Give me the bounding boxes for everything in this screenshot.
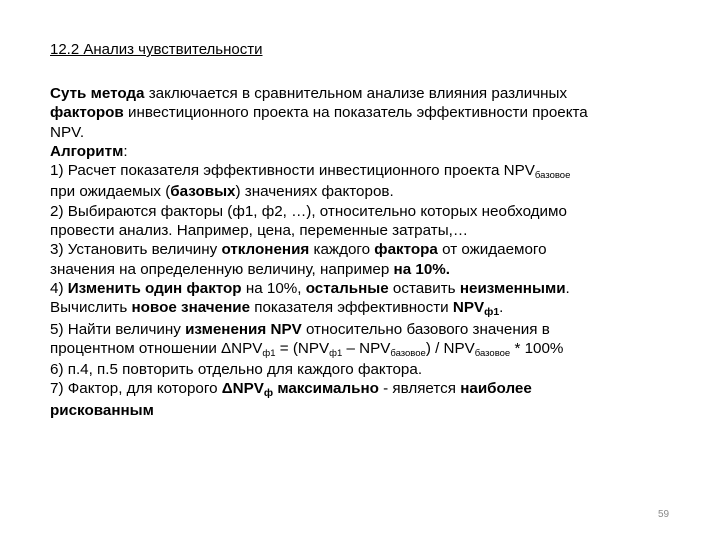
method-line-1: Суть метода заключается в сравнительном анализе влияния различных <box>50 85 568 102</box>
method-line-2: факторов инвестиционного проекта на показатель эффективности проекта <box>50 104 588 122</box>
algorithm-heading: Алгоритм: <box>50 142 128 160</box>
page-number: 59 <box>658 509 670 520</box>
method-line-3: NPV. <box>50 123 85 141</box>
step-6: 6) п.4, п.5 повторить отдельно для каждого фактора. <box>50 361 423 379</box>
step-4-line-2: Вычислить новое значение показателя эффективности NPVф1. <box>50 299 504 319</box>
step-5-line-2: процентном отношении ΔNPVф1 = (NPVф1 – NPVбазовое) / NPVбазовое * 100% <box>50 339 564 359</box>
step-1-line-1: 1) Расчет показателя эффективности инвестиционного проекта NPVбазовое <box>50 162 571 182</box>
step-2-line-2: провести анализ. Например, цена, переменные затраты,… <box>50 222 469 240</box>
step-2-line-1: 2) Выбираются факторы (ф1, ф2, …), относительно которых необходимо <box>50 202 567 220</box>
step-3-line-2: значения на определенную величину, например на 10%. <box>50 260 451 278</box>
step-7-line-1: 7) Фактор, для которого ΔNPVф максимально - является наиболее <box>50 380 532 400</box>
step-4-line-1: 4) Изменить один фактор на 10%, остальные оставить неизменными. <box>50 279 570 297</box>
step-1-line-2: при ожидаемых (базовых) значениях факторов. <box>50 183 394 201</box>
slide-body <box>50 84 700 420</box>
step-5-line-1: 5) Найти величину изменения NPV относительно базового значения в <box>50 320 550 338</box>
step-3-line-1: 3) Установить величину отклонения каждого фактора от ожидаемого <box>50 241 547 259</box>
slide-title: 12.2 Анализ чувствительности <box>50 41 263 58</box>
step-7-line-2: рискованным <box>50 401 154 419</box>
